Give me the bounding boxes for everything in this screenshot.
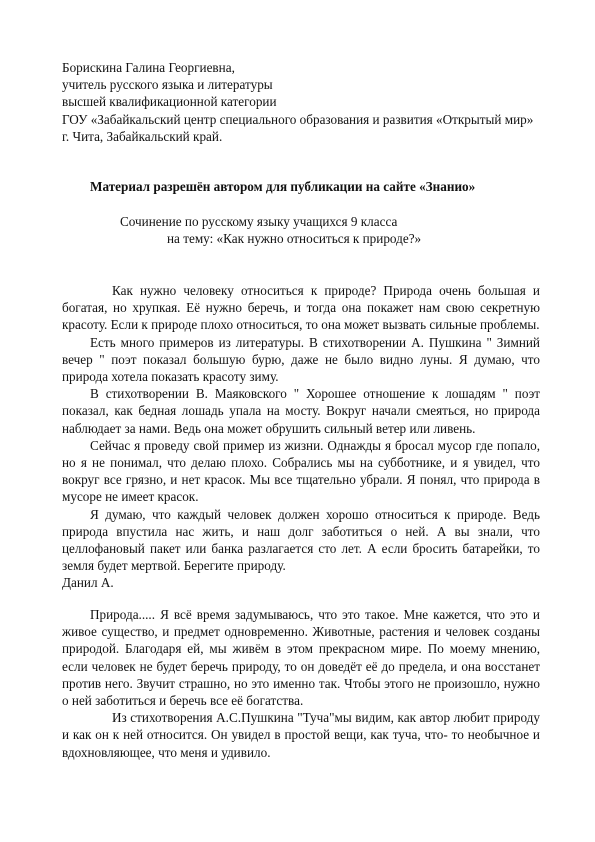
author-position: учитель русского языка и литературы: [62, 77, 273, 93]
author-category: высшей квалификационной категории: [62, 94, 277, 110]
author-organization: ГОУ «Забайкальский центр специального образования и развития «Открытый мир»: [62, 111, 534, 127]
essay1-paragraph-1: Как нужно человеку относиться к природе? Природа очень большая и богатая, но хрупкая. Её нужно беречь, и тогда она покажет нам свою секретную красоту. Если к природе плохо относиться, то она может вызвать сильные проблемы.: [62, 283, 540, 333]
essay-title-line1: Сочинение по русскому языку учащихся 9 класса: [120, 214, 398, 229]
author-name: Борискина Галина Георгиевна,: [62, 60, 235, 75]
essay1-paragraph-2: Есть много примеров из литературы. В стихотворении А. Пушкина " Зимний вечер " поэт показал большую бурю, даже не было видно луны. Я думаю, что природа хотела показать красоту зиму.: [62, 334, 540, 385]
publication-notice: Материал разрешён автором для публикации на сайте «Знанио»: [90, 179, 476, 194]
essay-one: [62, 282, 540, 592]
essay1-signature: Данил А.: [62, 575, 114, 591]
essay1-paragraph-3: В стихотворении В. Маяковского " Хорошее отношение к лошадям " поэт показал, как бедная лошадь упала на мосту. Вокруг начали смеяться, но природа наблюдает за нами. Ведь она может обрушить сильный ветер или ливень.: [62, 386, 540, 436]
essay-two: [62, 606, 540, 761]
essay2-paragraph-2: Из стихотворения А.С.Пушкина "Туча"мы видим, как автор любит природу и как он к ней относится. Он увидел в простой вещи, как туча, что- то необычное и вдохновляющее, что меня и удивило.: [62, 710, 540, 760]
author-header: [62, 59, 562, 145]
essay1-paragraph-5: Я думаю, что каждый человек должен хорошо относиться к природе. Ведь природа впустила нас жить, и наш долг заботиться о ней. А вы знали, что целлофановый пакет или банка разлагается сто лет. А если бросить батарейки, то земля будет мертвой. Берегите природу.: [62, 506, 540, 574]
essay2-paragraph-1: Природа..... Я всё время задумываюсь, что это такое. Мне кажется, что это и живое существо, и предмет одновременно. Животные, растения и человек созданы природой. Благодаря ей, мы живём в этом прекрасном мире. По моему мнению, если человек не будет беречь природу, то он доведёт её до предела, и она восстанет против него. Звучит страшно, но это именно так. Чтобы этого не произошло, нужно о ней заботиться и беречь все её богатства.: [62, 607, 540, 709]
essay1-paragraph-4: Сейчас я проведу свой пример из жизни. Однажды я бросал мусор где попало, но я не понимал, что делаю плохо. Собрались мы на субботнике, и я увидел, что вокруг все грязно, и нет красок. Мы все тщательно убрали. Я понял, что природа в мусоре не имеет красок.: [62, 437, 540, 505]
essay-title-line2: на тему: «Как нужно относиться к природе?»: [167, 231, 422, 246]
author-location: г. Чита, Забайкальский край.: [62, 128, 223, 144]
